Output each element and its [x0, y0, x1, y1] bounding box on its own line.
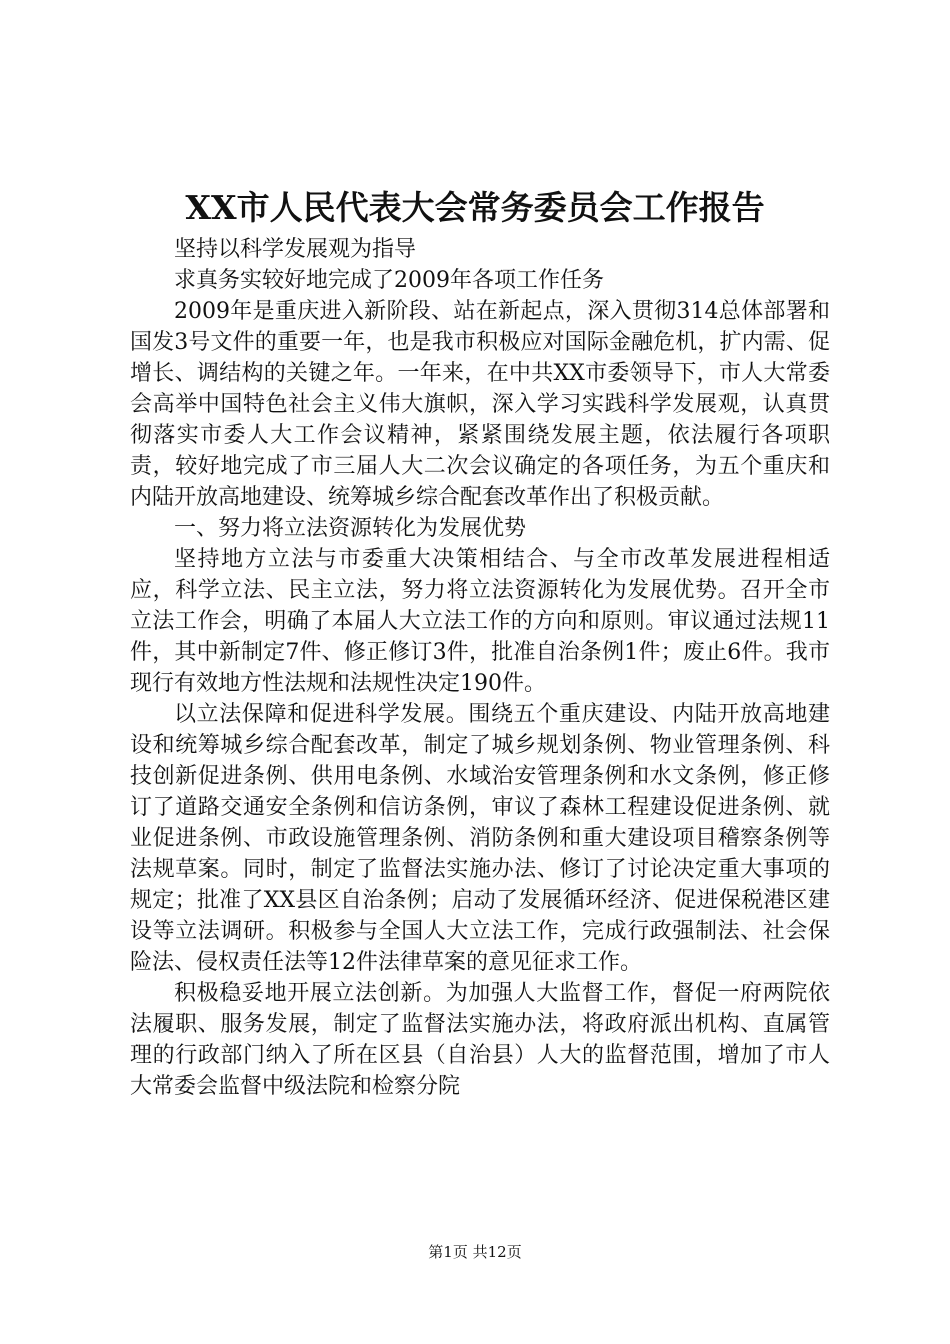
page-footer: 第1页 共12页	[428, 1243, 522, 1261]
paragraph-legislation-overview: 坚持地方立法与市委重大决策相结合、与全市改革发展进程相适应，科学立法、民主立法，努力将立法资源转化为发展优势。召开全市立法工作会，明确了本届人大立法工作的方向和原则。审议通过法规11件，其中新制定7件、修正修订3件，批准自治条例1件；废止6件。我市现行有效地方性法规和法规性决定190件。	[130, 547, 830, 696]
document-title: XX市人民代表大会常务委员会工作报告	[185, 188, 765, 227]
paragraph-subtitle-2: 求真务实较好地完成了2009年各项工作任务	[174, 268, 604, 293]
paragraph-intro: 2009年是重庆进入新阶段、站在新起点，深入贯彻314总体部署和国发3号文件的重要一年，也是我市积极应对国际金融危机，扩内需、促增长、调结构的关键之年。一年来，在中共XX市委领导下，市人大常委会高举中国特色社会主义伟大旗帜，深入学习实践科学发展观，认真贯彻落实市委人大工作会议精神，紧紧围绕发展主题，依法履行各项职责，较好地完成了市三届人大二次会议确定的各项任务，为五个重庆和内陆开放高地建设、统筹城乡综合配套改革作出了积极贡献。	[130, 299, 830, 510]
section-heading-1: 一、努力将立法资源转化为发展优势	[174, 516, 527, 541]
paragraph-legislation-innovation: 积极稳妥地开展立法创新。为加强人大监督工作，督促一府两院依法履职、服务发展，制定了监督法实施办法，将政府派出机构、直属管理的行政部门纳入了所在区县（自治县）人大的监督范围，增加了市人大常委会监督中级法院和检察分院	[130, 981, 830, 1099]
paragraph-subtitle-1: 坚持以科学发展观为指导	[174, 237, 417, 262]
document-body	[130, 234, 830, 1102]
paragraph-legislation-development: 以立法保障和促进科学发展。围绕五个重庆建设、内陆开放高地建设和统筹城乡综合配套改革，制定了城乡规划条例、物业管理条例、科技创新促进条例、供用电条例、水域治安管理条例和水文条例，修正修订了道路交通安全条例和信访条例，审议了森林工程建设促进条例、就业促进条例、市政设施管理条例、消防条例和重大建设项目稽察条例等法规草案。同时，制定了监督法实施办法、修订了讨论决定重大事项的规定；批准了XX县区自治条例；启动了发展循环经济、促进保税港区建设等立法调研。积极参与全国人大立法工作，完成行政强制法、社会保险法、侵权责任法等12件法律草案的意见征求工作。	[130, 702, 830, 975]
